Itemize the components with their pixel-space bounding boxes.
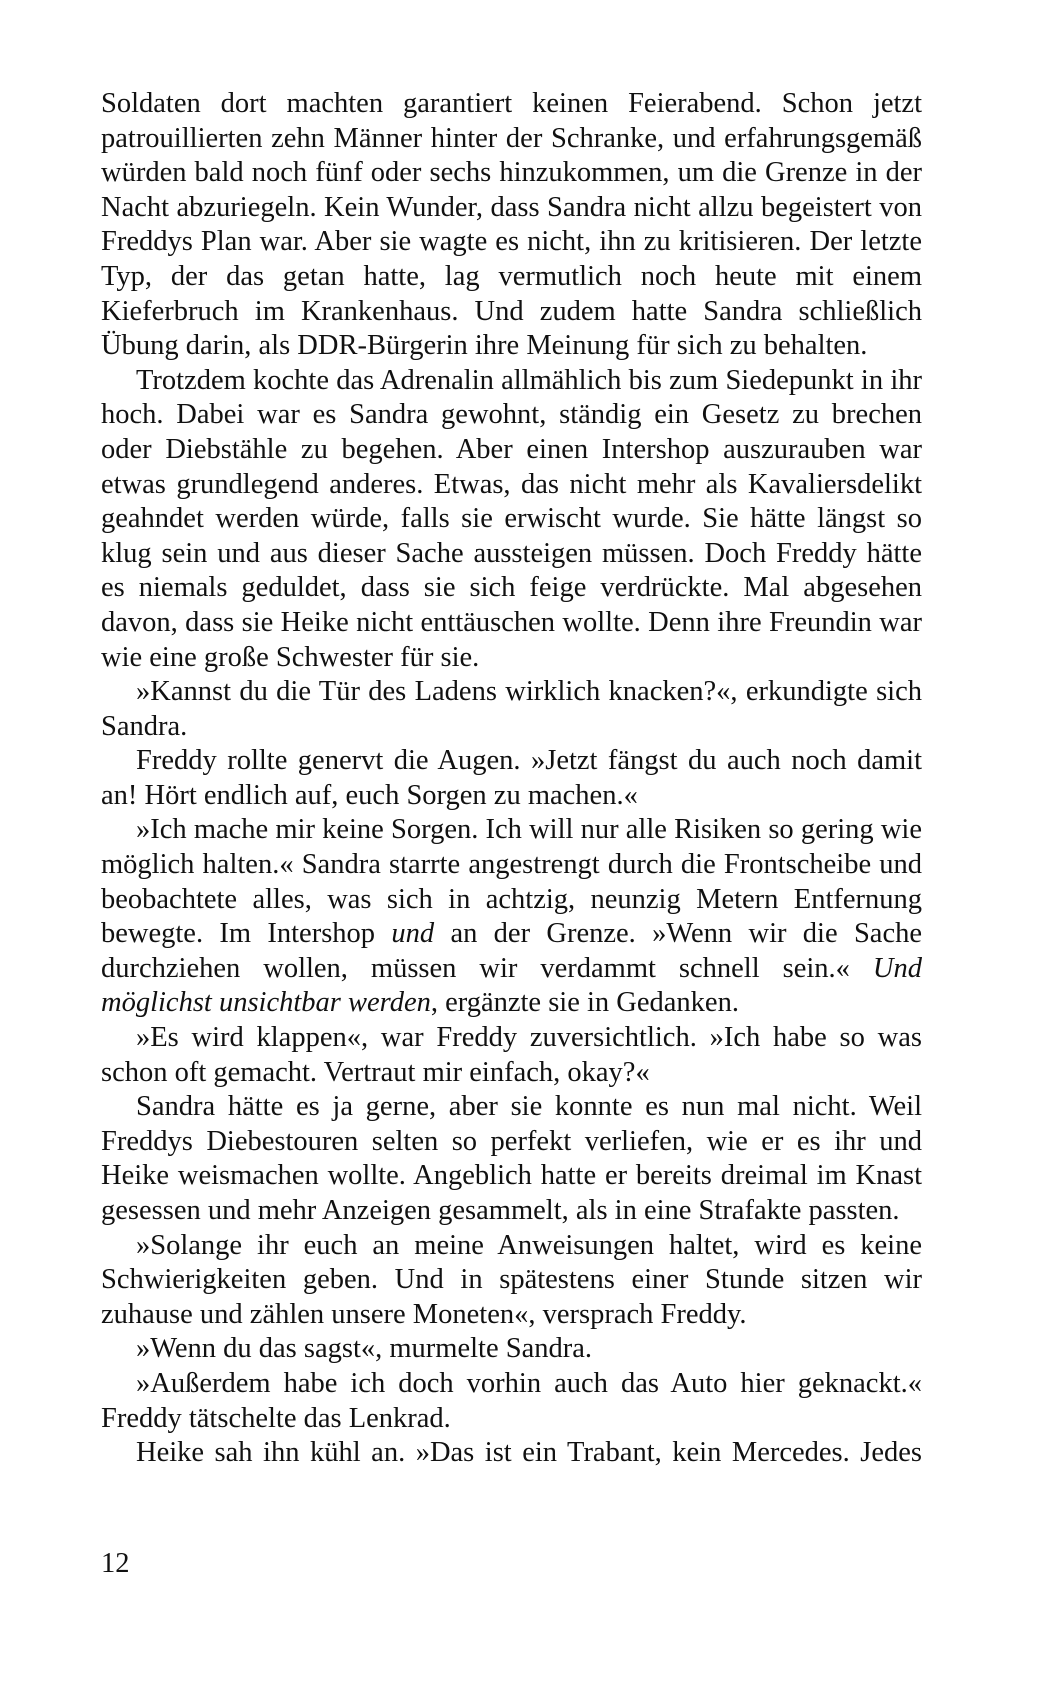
text-run: , ergänzte sie in Gedanken. [430,987,739,1019]
paragraph [101,744,922,813]
paragraph [101,87,922,364]
paragraph [101,1021,922,1090]
text-run: an der Grenze. »Wenn wir die Sache durchziehen wollen, müssen wir verdammt schnell sein.« [101,918,923,984]
paragraph [101,1229,922,1333]
text-run: »Ich mache mir keine Sorgen. Ich will nur alle Risiken so gering wie möglich halten.« Sandra starrte angestrengt durch die Frontscheibe und beobachtete alles, was sich in achtzig, neunzig Metern Entfernung bewegte. Im Intershop [101,814,922,950]
italic-text: und [391,918,435,950]
paragraph [101,675,922,744]
text-run: »Wenn du das sagst«, murmelte Sandra. [136,1333,592,1365]
paragraph [101,1436,922,1471]
body-text [101,87,922,1471]
text-run: Heike sah ihn kühl an. »Das ist ein Trabant, kein Mercedes. Jedes [136,1437,922,1469]
italic-text: Und möglichst unsichtbar werden [101,952,922,1019]
text-run: »Es wird klappen«, war Freddy zuversichtlich. »Ich habe so was schon oft gemacht. Vertraut mir einfach, okay?« [101,1022,922,1088]
text-run: »Außerdem habe ich doch vorhin auch das Auto hier geknackt.« Freddy tätschelte das Lenkrad. [101,1367,922,1434]
paragraph [101,813,922,1021]
text-run: Freddy rollte genervt die Augen. »Jetzt fängst du auch noch damit an! Hört endlich auf, euch Sorgen zu machen.« [101,745,922,811]
text-run: Sandra hätte es ja gerne, aber sie konnte es nun mal nicht. Weil Freddys Diebestouren selten so perfekt verliefen, wie er es ihr und Heike weismachen wollte. Angeblich hatte er bereits dreimal im Knast gesessen und mehr Anzeigen gesammelt, als in eine Strafakte passten. [101,1091,922,1226]
paragraph [101,1332,922,1367]
page-number: 12 [101,1548,130,1579]
text-run: Trotzdem kochte das Adrenalin allmählich bis zum Siedepunkt in ihr hoch. Dabei war es Sandra gewohnt, ständig ein Gesetz zu brechen oder Diebstähle zu begehen. Aber einen Intershop auszurauben war etwas grundlegend anderes. Etwas, das nicht mehr als Kavaliersdelikt geahndet werden würde, falls sie erwischt wurde. Sie hätte längst so klug sein und aus dieser Sache aussteigen müssen. Doch Freddy hätte es niemals geduldet, dass sie sich feige verdrückte. Mal abgesehen davon, dass sie Heike nicht enttäuschen wollte. Denn ihre Freundin war wie eine große Schwester für sie. [101,364,922,673]
text-run: Soldaten dort machten garantiert keinen Feierabend. Schon jetzt patrouillierten zehn Männer hinter der Schranke, und erfahrungsgemäß würden bald noch fünf oder sechs hinzukommen, um die Grenze in der Nacht abzuriegeln. Kein Wunder, dass Sandra nicht allzu begeistert von Freddys Plan war. Aber sie wagte es nicht, ihn zu kritisieren. Der letzte Typ, der das getan hatte, lag vermutlich noch heute mit einem Kieferbruch im Krankenhaus. Und zudem hatte Sandra schließlich Übung darin, als DDR-Bürgerin ihre Meinung für sich zu behalten. [101,88,922,362]
paragraph [101,1367,922,1436]
paragraph [101,1090,922,1228]
text-run: »Kannst du die Tür des Ladens wirklich knacken?«, erkundigte sich Sandra. [101,676,922,742]
paragraph [101,364,922,675]
text-run: »Solange ihr euch an meine Anweisungen haltet, wird es keine Schwierigkeiten geben. Und in spätestens einer Stunde sitzen wir zuhause und zählen unsere Moneten«, versprach Freddy. [101,1229,922,1330]
